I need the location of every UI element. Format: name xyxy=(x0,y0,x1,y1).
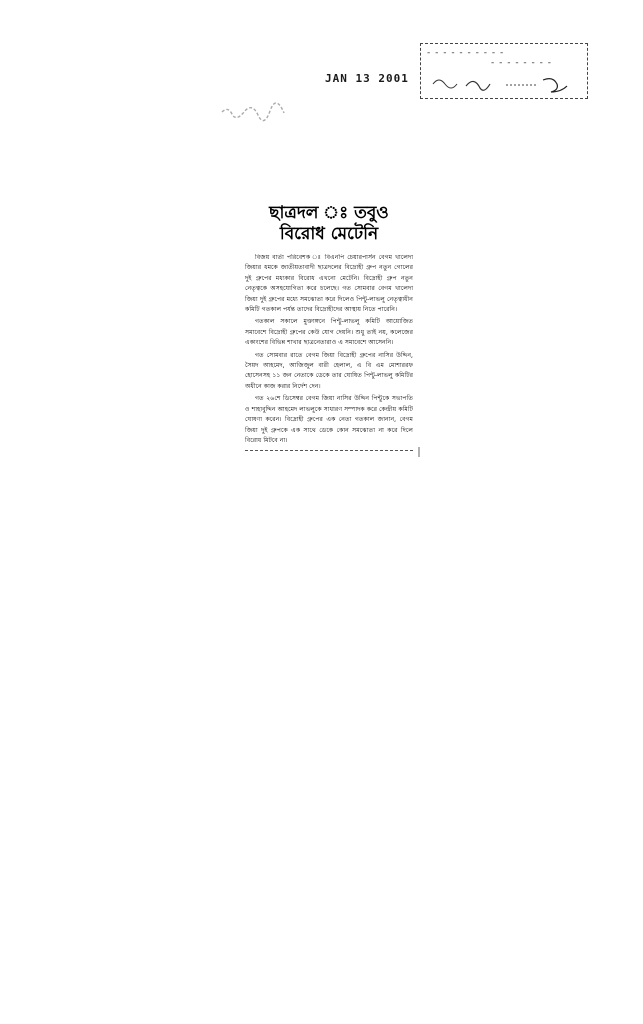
article-paragraph: গতকাল সকালে মুক্তাঙ্গনে পিন্টু-লাভলু কমিটি আয়োজিত সমাবেশে বিদ্রোহী গ্রুপের কেউ যোগ দেয়নি। শুধু তাই নয়, কলেজের একাংশের বিভিন্ন শাখার ছাত্রনেতারাও এ সমাবেশে আসেননি। xyxy=(245,318,413,347)
margin-tick-icon xyxy=(416,447,422,459)
article-paragraph: গত ২৬শে ডিসেম্বর বেগম জিয়া নাসির উদ্দিন পিন্টুকে সভাপতি ও শাহাবুদ্দিন আহমেদ লাভলুকে সাধারণ সম্পাদক করে কেন্দ্রীয় কমিটি ঘোষণা করেন। বিদ্রোহী গ্রুপের এক নেতা গতকাল জানান, বেগম জিয়া দুই গ্রুপকে এক সাথে ডেকে কোন সমঝোতা না করে দিলে বিরোধ মিটবে না। xyxy=(245,395,413,444)
article-body xyxy=(245,253,413,446)
faint-ink-smudge xyxy=(220,100,290,125)
headline-line-1: ছাত্রদল ঃ তবুও xyxy=(269,203,389,223)
newspaper-clipping xyxy=(245,203,413,451)
headline xyxy=(245,203,413,245)
clipping-bottom-rule xyxy=(245,450,413,451)
article-paragraph: গত সোমবার রাতে বেগম জিয়া বিদ্রোহী গ্রুপের নাসির উদ্দিন, সৈয়দ আহমেদ, আজিজুল বারী হেলাল, এ বি এম মোশাররফ হোসেনসহ ১১ জন নেতাকে ডেকে তার ঘোষিত পিন্টু-লাভলু কমিটির অধীনে কাজ করার নির্দেশ দেন। xyxy=(245,351,413,390)
headline-line-2: বিরোধ মেটেনি xyxy=(279,224,379,244)
reference-line-2: - - - - - - - - xyxy=(491,58,553,68)
article-paragraph: বিজয় বার্তা পরিবেশক ঃ বিএনপি চেয়ারপার্সন বেগম খালেদা জিয়ার ধমকে জাতীয়তাবাদী ছাত্রদলের বিদ্রোহী গ্রুপ নতুন গোলের দুই গ্রুপের মধ্যকার বিরোধ এখনো মেটেনি। বিদ্রোহী গ্রুপ নতুন নেতৃত্বকে অসহযোগিতা করে চলেছে। গত সোমবার বেগম খালেদা জিয়া দুই গ্রুপের মধ্যে সমঝোতা করে দিলেও পিন্টু-লাভলু নেতৃত্বাধীন কমিটি গতকাল পর্যন্ত তাদের বিদ্রোহীদের আস্থায় নিতে পারেনি। xyxy=(245,254,413,314)
reference-line-1: - - - - - - - - - - xyxy=(427,48,505,58)
reference-box xyxy=(420,43,588,99)
date-stamp: JAN 13 2001 xyxy=(325,72,409,85)
smudge-mark-icon xyxy=(220,100,290,122)
handwritten-signature-icon xyxy=(431,74,581,96)
